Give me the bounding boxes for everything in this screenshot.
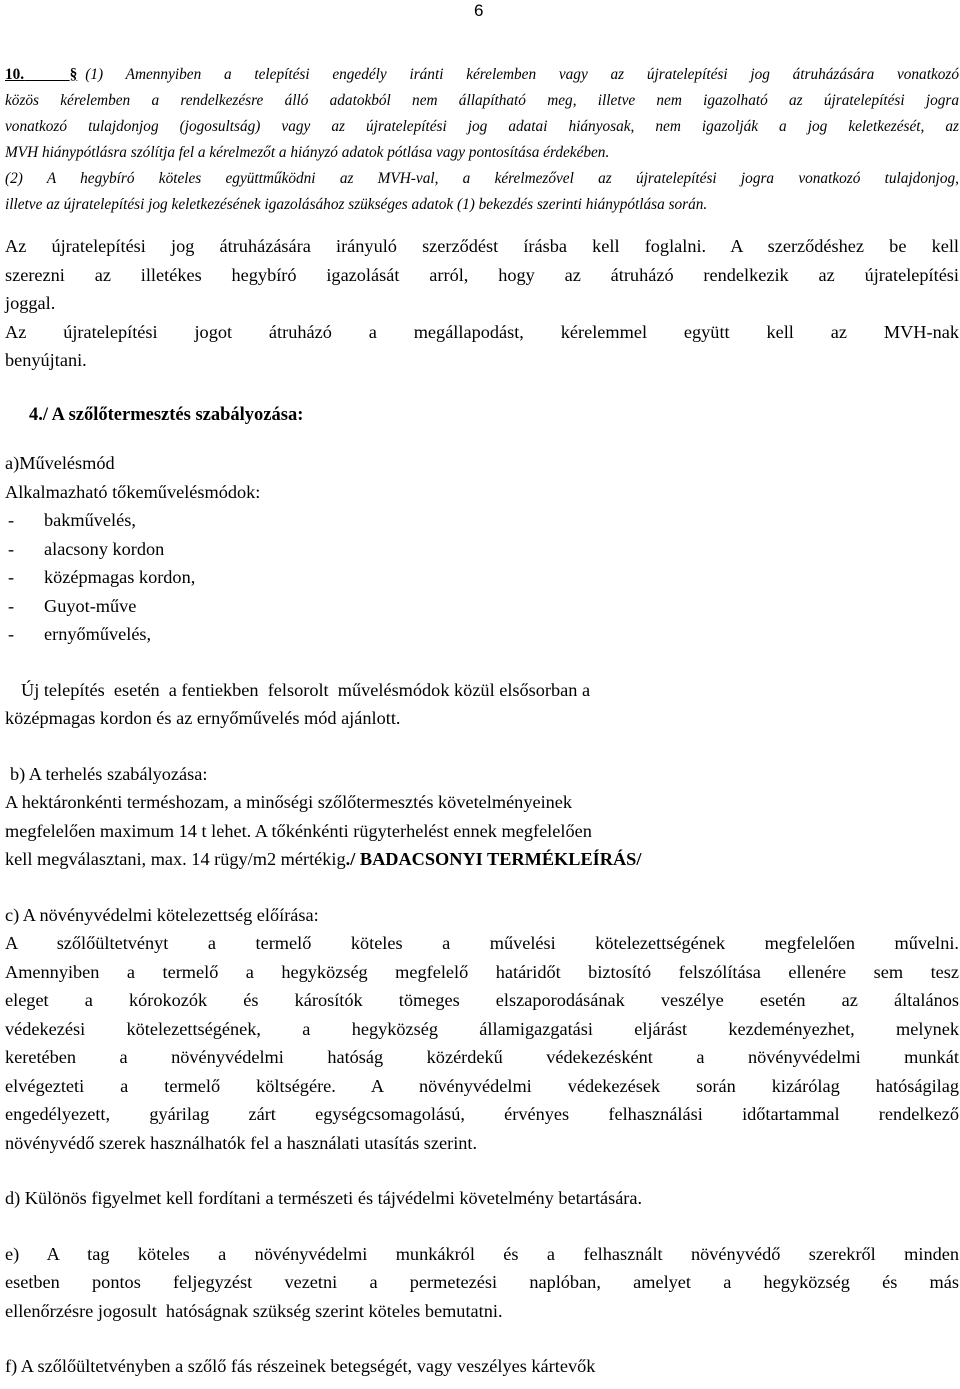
list-item: - alacsony kordon [8,538,165,559]
page-number: 6 [474,1,484,20]
transfer-block [5,232,959,375]
plant-protection-line-7: engedélyezett, gyárilag zárt egységcsomagolású, érvényes felhasználási időtartammal rendelkező [5,1104,959,1124]
section-4-heading: 4./ A szőlőtermesztés szabályozása: [29,404,304,425]
recommendation-line-2: középmagas kordon és az ernyőművelés mód ajánlott. [5,708,401,728]
records-line-3: ellenőrzésre jogosult hatóságnak szükség szerint köteles bemutatni. [5,1300,503,1321]
cultivation-methods-list [5,506,959,649]
list-item: - bakművelés, [8,510,136,530]
pests-text: f) A szőlőültetvényben a szőlő fás részeinek betegségét, vagy veszélyes kártevők [5,1356,596,1376]
plant-protection-line-4: védekezési kötelezettségének, a hegyközség államigazgatási eljárást kezdeményezhet, melynek [5,1018,959,1039]
cultivation-subtitle: Alkalmazható tőkeművelésmódok: [5,481,261,502]
plant-protection-line-2: Amennyiben a termelő a hegyközség megfelelő határidőt biztosító felszólítása ellenére sem tesz [5,961,959,982]
load-line-3: kell megválasztani, max. 14 rügy/m2 mértékig./ BADACSONYI TERMÉKLEÍRÁS/ [5,849,642,869]
section-10-para-2-line-1: (2) A hegybíró köteles együttműködni az MVH-val, a kérelmezővel az újratelepítési jogra vonatkozó tulajdonjog, [5,170,959,187]
load-line-1: A hektáronkénti terméshozam, a minőségi szőlőtermesztés követelményeinek [5,792,573,812]
section-10-para-2-line-2: illetve az újratelepítési jog keletkezésének igazolásához szükséges adatok (1) bekezdés szerinti hiánypótlása során. [5,196,708,213]
plant-protection-line-1: A szőlőültetvényt a termelő köteles a művelési kötelezettségének megfelelően művelni. [5,933,959,953]
load-title: b) A terhelés szabályozása: [10,763,208,784]
list-item: - Guyot-műve [8,595,137,616]
section-10-para-1-line-4: MVH hiánypótlásra szólítja fel a kérelmezőt a hiányzó adatok pótlása vagy pontosítása érdekében. [5,144,610,161]
document-body [5,62,959,1381]
landscape-block [5,1184,959,1213]
recommendation-line-1: Új telepítés esetén a fentiekben felsorolt művelésmódok közül elsősorban a [21,679,591,700]
section-10 [5,62,959,218]
section-10-para-1-line-3: vonatkozó tulajdonjog (jogosultság) vagy az újratelepítési jog adatai hiányosak, nem igazolják a jog keletkezését, az [5,118,959,135]
cultivation-title: a)Művelésmód [5,453,115,473]
landscape-text: d) Különös figyelmet kell fordítani a természeti és tájvédelmi követelmény betartására. [5,1188,643,1208]
pests-block [5,1352,959,1381]
list-item: - ernyőművelés, [8,624,152,644]
plant-protection-block [5,901,959,1158]
section-10-para-1-line-2: közös kérelemben a rendelkezésre álló adatokból nem állapítható meg, illetve nem igazolható az újratelepítési jogra [5,92,959,109]
records-line-2: esetben pontos feljegyzést vezetni a permetezési naplóban, amelyet a hegyközség és más [5,1272,959,1292]
records-block [5,1240,959,1326]
plant-protection-line-5: keretében a növényvédelmi hatóság közérdekű védekezésként a növényvédelmi munkát [5,1047,959,1067]
load-line-2: megfelelően maximum 14 t lehet. A tőkénkénti rügyterhelést ennek megfelelően [5,820,592,841]
list-item: - középmagas kordon, [8,567,196,587]
transfer-line-3: joggal. [5,293,56,313]
section-number: 10. § [5,66,78,83]
records-line-1: e) A tag köteles a növényvédelmi munkákról és a felhasznált növényvédő szerekről minden [5,1243,959,1264]
transfer-line-1: Az újratelepítési jog átruházására irányuló szerződést írásba kell foglalni. A szerződéshez be kell [5,236,959,256]
agreement-line-2: benyújtani. [5,350,87,370]
plant-protection-title: c) A növényvédelmi kötelezettség előírása: [5,904,319,925]
plant-protection-line-8: növényvédő szerek használhatók fel a használati utasítás szerint. [5,1132,478,1153]
plant-protection-line-3: eleget a kórokozók és károsítók tömeges elszaporodásának veszélye esetén az általános [5,990,959,1010]
section-10-para-1-line-1: 10. § (1) Amennyiben a telepítési engedély iránti kérelemben vagy az újratelepítési jog átruházására vonatkozó [5,66,959,83]
transfer-line-2: szerezni az illetékes hegybíró igazolását arról, hogy az átruházó rendelkezik az újratelepítési [5,264,959,285]
plant-protection-line-6: elvégezteti a termelő költségére. A növényvédelmi védekezések során kizárólag hatóságilag [5,1075,959,1096]
load-block [5,760,959,874]
agreement-line-1: Az újratelepítési jogot átruházó a megállapodást, kérelemmel együtt kell az MVH-nak [5,321,959,342]
cultivation-block [5,449,959,733]
